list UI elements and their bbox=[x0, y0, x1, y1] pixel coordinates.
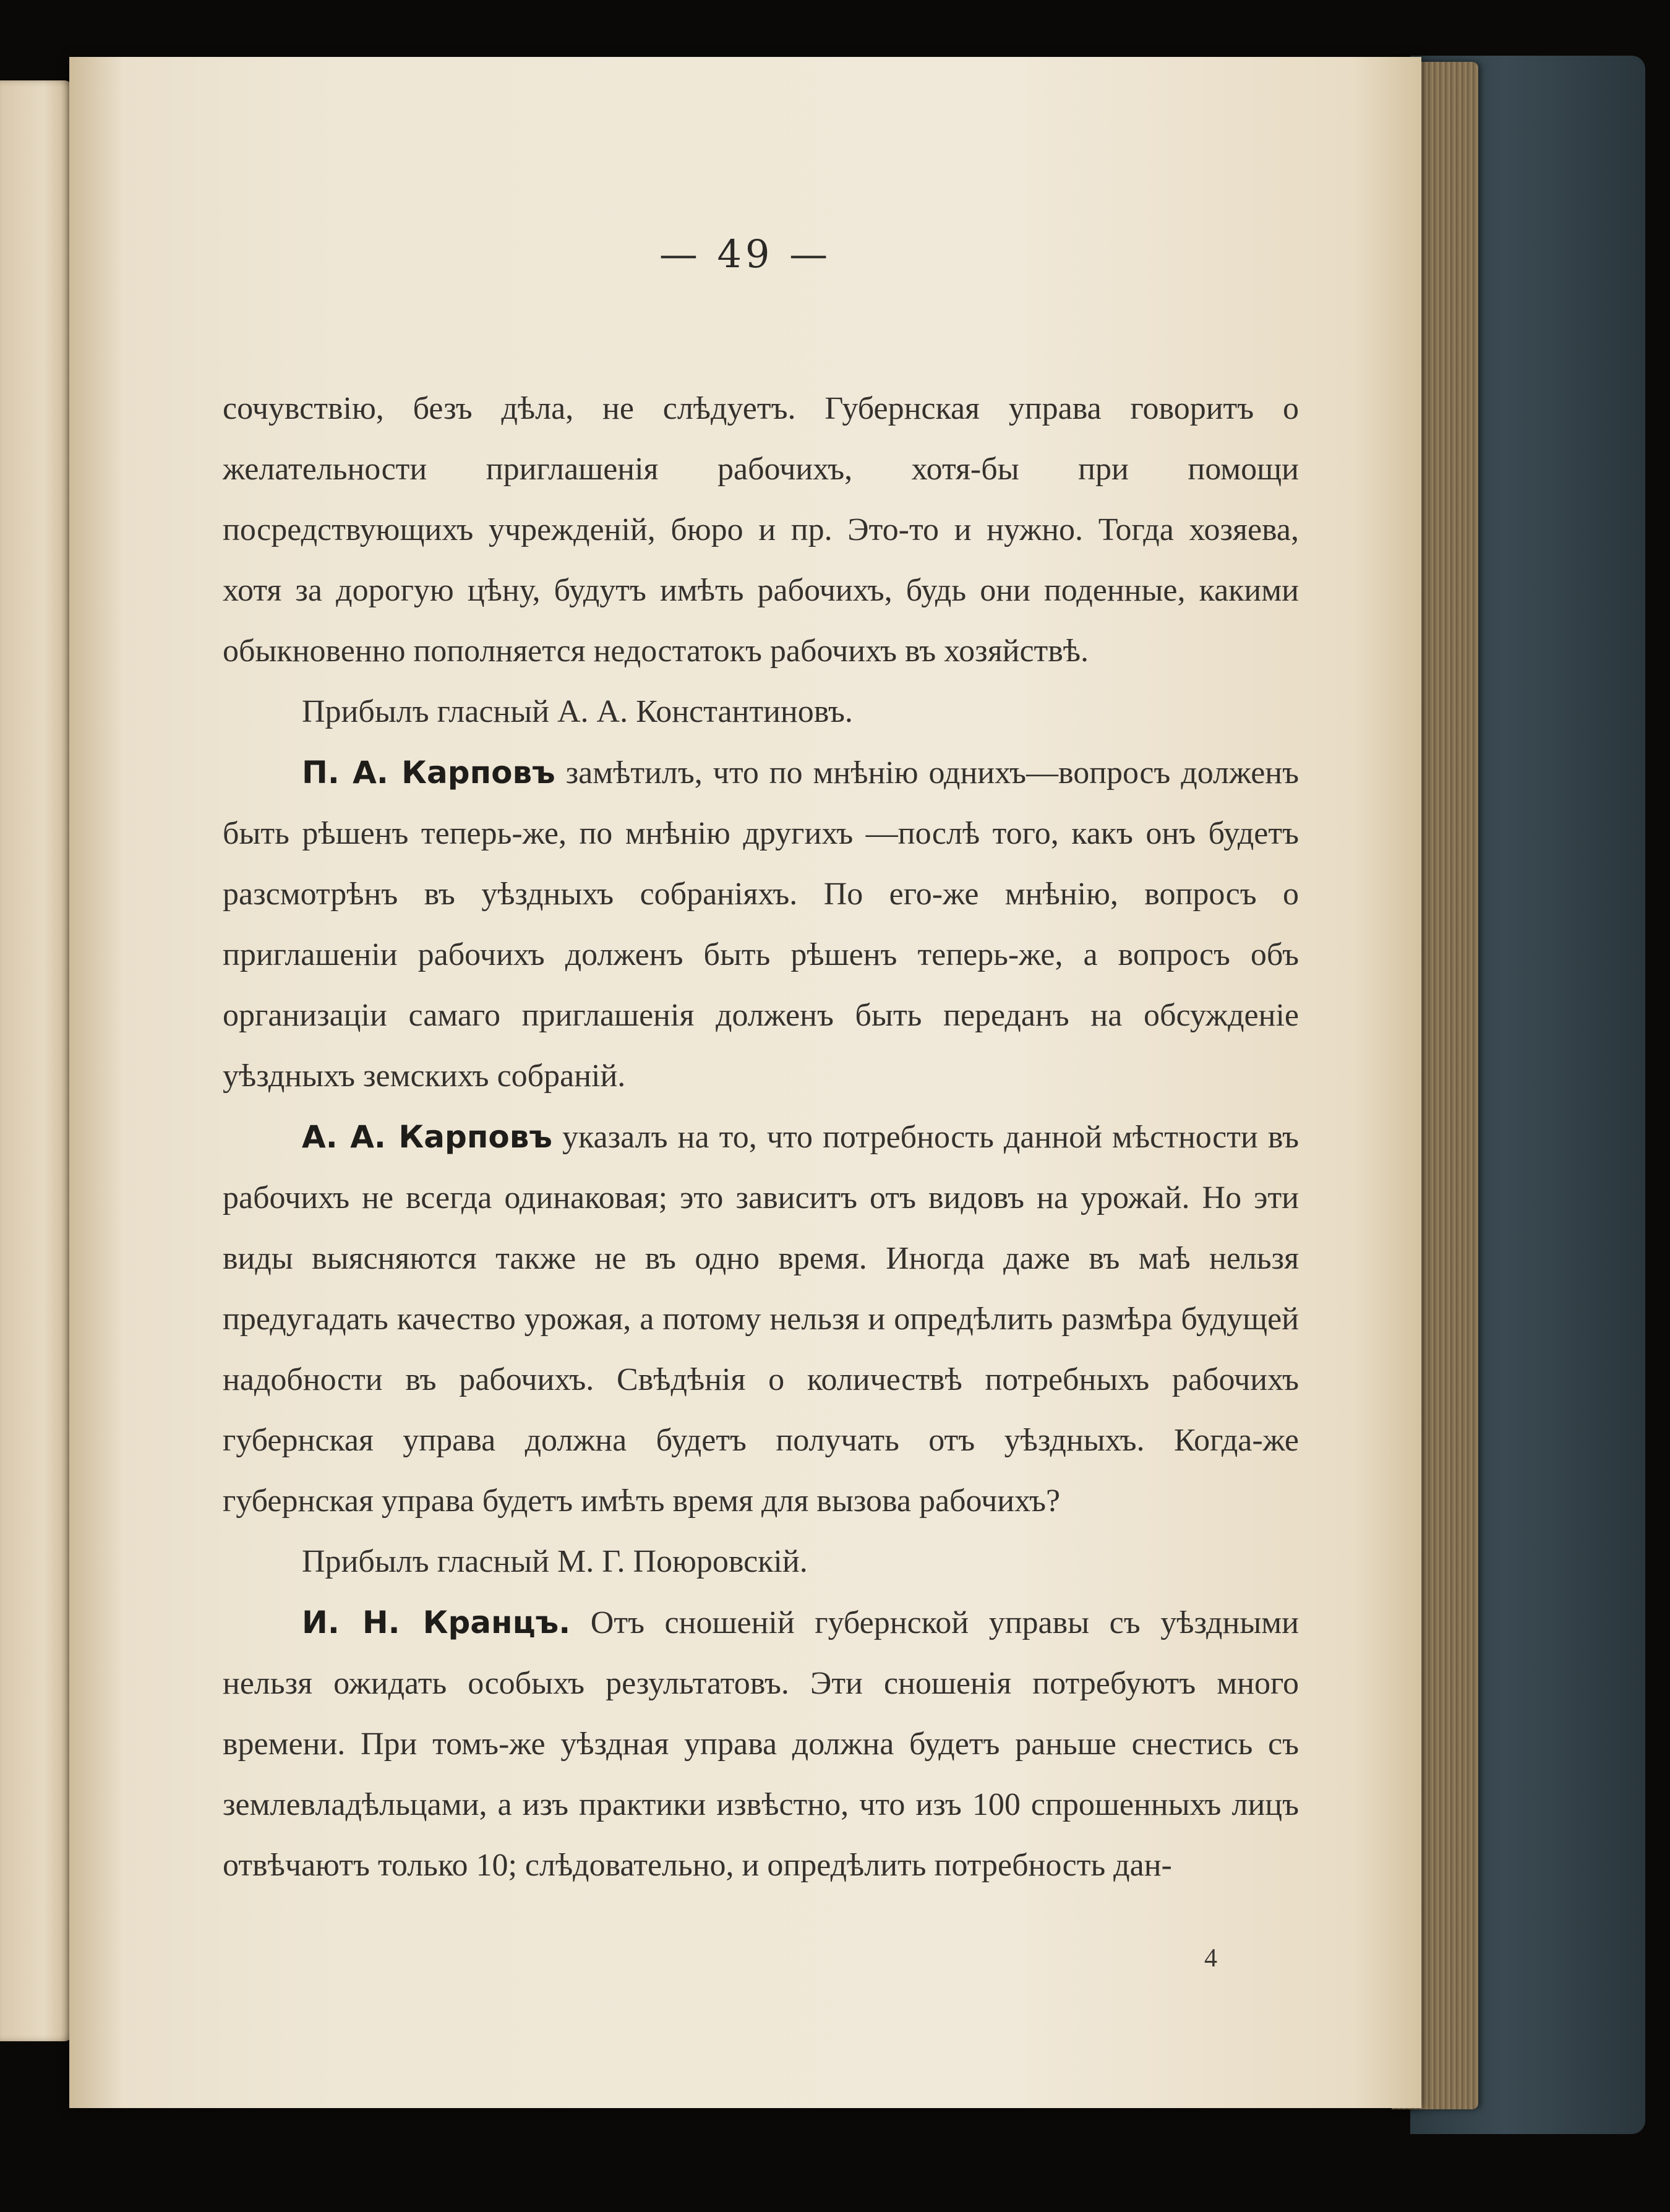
printer-signature-mark: 4 bbox=[1204, 1944, 1217, 1973]
paragraph-text: указалъ на то, что потребность данной мѣстности въ рабочихъ не всегда одинаковая; это зависитъ отъ видовъ на урожай. Но эти виды выясняются также не въ одно время. Иногда даже въ маѣ нельзя предугадать качество урожая, а потому нельзя и опредѣлить размѣра будущей надобности въ рабочихъ. Свѣдѣнія о количествѣ потребныхъ рабочихъ губернская управа должна будетъ получать отъ уѣздныхъ. Когда-же губернская управа будетъ имѣть время для вызова рабочихъ? bbox=[223, 1120, 1299, 1519]
page-body bbox=[223, 379, 1299, 1896]
paragraph bbox=[223, 1592, 1299, 1896]
paragraph bbox=[223, 1532, 1299, 1592]
speaker-name: П. А. Карповъ bbox=[302, 755, 555, 791]
paragraph-text: Прибылъ гласный А. А. Константиновъ. bbox=[302, 694, 853, 729]
page-number: — 49 — bbox=[659, 231, 832, 276]
paragraph-text: замѣтилъ, что по мнѣнію однихъ—вопросъ долженъ быть рѣшенъ теперь-же, по мнѣнію другихъ —послѣ того, какъ онъ будетъ разсмотрѣнъ въ уѣздныхъ собраніяхъ. По его-же мнѣнію, вопросъ о приглашеніи рабочихъ долженъ быть рѣшенъ теперь-же, а вопросъ объ организаціи самаго приглашенія долженъ быть переданъ на обсужденіе уѣздныхъ земскихъ собраній. bbox=[223, 755, 1299, 1094]
book-page bbox=[69, 57, 1421, 2108]
speaker-name: А. А. Карповъ bbox=[302, 1119, 552, 1155]
paragraph bbox=[223, 379, 1299, 682]
speaker-name: И. Н. Кранцъ. bbox=[302, 1605, 571, 1640]
paragraph-text: Прибылъ гласный М. Г. Поюровскій. bbox=[302, 1544, 808, 1579]
paragraph bbox=[223, 742, 1299, 1107]
paragraph bbox=[223, 682, 1299, 742]
left-page-edge bbox=[0, 80, 73, 2041]
paragraph-text: сочувствію, безъ дѣла, не слѣдуетъ. Губернская управа говоритъ о желательности приглашенія рабочихъ, хотя-бы при помощи посредствующихъ учрежденій, бюро и пр. Это-то и нужно. Тогда хозяева, хотя за дорогую цѣну, будутъ имѣть рабочихъ, будь они поденные, какими обыкновенно пополняется недостатокъ рабочихъ въ хозяйствѣ. bbox=[223, 391, 1299, 669]
paragraph-text: Отъ сношеній губернской управы съ уѣздными нельзя ожидать особыхъ результатовъ. Эти сношенія потребуютъ много времени. При томъ-же уѣздная управа должна будетъ раньше снестись съ землевладѣльцами, а изъ практики извѣстно, что изъ 100 спрошенныхъ лицъ отвѣчаютъ только 10; слѣдовательно, и опредѣлить потребность дан- bbox=[223, 1605, 1300, 1883]
paragraph bbox=[223, 1107, 1299, 1532]
